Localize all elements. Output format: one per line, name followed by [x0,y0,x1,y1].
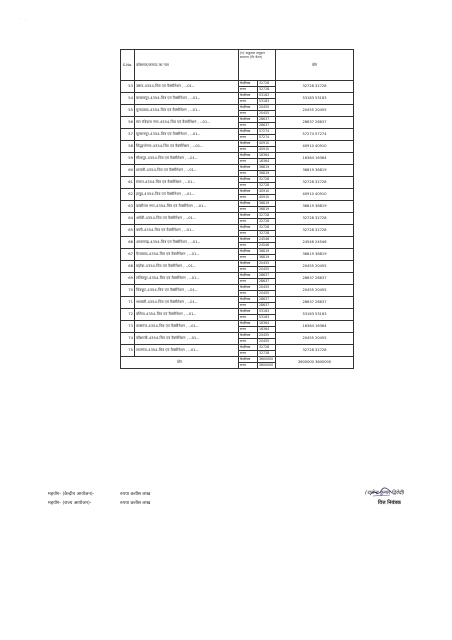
footer-central-label: महयोग- (केन्द्रीय आयोजन)- [48,492,95,497]
row-state-amount: 32728 [258,219,276,225]
row-state-label: राज्य [239,291,258,297]
row-central-amount: 32728 [258,345,276,351]
row-sn: 59 [121,153,135,165]
row-sn: 58 [121,141,135,153]
row-office: श्रावस्ती-4354-चित्र एवं वैक्सीनेशन , --01-- [135,297,239,309]
table-row [121,201,354,207]
row-total: 20455 20455 [276,333,354,345]
header-total: योग [276,50,354,81]
row-central-amount: 28637 [258,117,276,123]
row-total: 32728 32728 [276,213,354,225]
signatory-name: (राजेन्द्र कुमार द्विवेदी) [365,490,405,496]
total-row [121,357,354,363]
row-office: कांशीराम नगर-4354-चित्र एवं वैक्सीनेशन , --01-- [135,201,239,213]
row-state-label: राज्य [239,255,258,261]
row-central-label: केन्द्रीयक [239,321,258,327]
header-grant: (ग) अकुशल अनुदान सामान्य (गैर वेतन) [239,50,276,81]
row-central-label: केन्द्रीयक [239,273,258,279]
row-central-amount: 53183 [258,93,276,99]
table-row [121,333,354,339]
row-central-label: केन्द्रीयक [239,285,258,291]
row-total: 20455 20455 [276,261,354,273]
row-sn: 56 [121,117,135,129]
row-state-label: राज्य [239,111,258,117]
row-central-label: केन्द्रीयक [239,297,258,303]
row-central-label: केन्द्रीयक [239,261,258,267]
table-row [121,81,354,87]
row-state-label: राज्य [239,123,258,129]
row-total: 36819 36819 [276,249,354,261]
row-state-amount: 32728 [258,231,276,237]
row-state-amount: 36819 [258,171,276,177]
row-total: 20455 20455 [276,105,354,117]
row-office: शामली-4354-चित्र एवं वैक्सीनेशन , --01-- [135,165,239,177]
row-central-amount: 16364 [258,153,276,159]
row-sn: 68 [121,261,135,273]
row-total: 57274 57274 [276,129,354,141]
table-row [121,93,354,99]
row-sn: 74 [121,333,135,345]
row-total: 32728 32728 [276,177,354,189]
row-state-label: राज्य [239,327,258,333]
row-sn: 72 [121,309,135,321]
row-office: फैजाबाद-4354-चित्र एवं वैक्सीनेशन , --01-- [135,249,239,261]
table-row [121,261,354,267]
row-state-label: राज्य [239,243,258,249]
row-office: कासगंज-4354-चित्र एवं वैक्सीनेशन , --01-- [135,321,239,333]
row-state-label: राज्य [239,339,258,345]
row-office: हापुड़-4354-चित्र एवं वैक्सीनेशन , --01-- [135,189,239,201]
row-central-label: केन्द्रीयक [239,153,258,159]
row-sn: 66 [121,237,135,249]
row-central-amount: 40910 [258,189,276,195]
row-office: ललितपुर-4354-चित्र एवं वैक्सीनेशन , --01-- [135,273,239,285]
row-sn: 65 [121,225,135,237]
row-central-amount: 57274 [258,129,276,135]
row-central-amount: 32728 [258,81,276,87]
total-state-amount: 3600000 [258,363,276,369]
row-central-amount: 32728 [258,225,276,231]
allocation-table [120,49,354,369]
row-state-amount: 32728 [258,87,276,93]
row-state-amount: 40910 [258,195,276,201]
row-total: 28637 28637 [276,297,354,309]
row-total: 16364 16364 [276,153,354,165]
row-state-amount: 20455 [258,291,276,297]
total-state-label: राज्य [239,363,258,369]
row-state-amount: 32728 [258,183,276,189]
footer-central-value: रुपया छत्तीस लाख [120,492,151,497]
row-office: महोबा-4354-चित्र एवं वैक्सीनेशन , --01-- [135,261,239,273]
row-total: 36819 36819 [276,165,354,177]
row-sn: 55 [121,105,135,117]
row-central-label: केन्द्रीयक [239,225,258,231]
row-office: कौशाम्बी-4354-चित्र एवं वैक्सीनेशन , --01-- [135,333,239,345]
table-row [121,129,354,135]
row-state-amount: 40910 [258,147,276,153]
row-central-label: केन्द्रीयक [239,93,258,99]
table-row [121,309,354,315]
table-row [121,285,354,291]
row-state-label: राज्य [239,351,258,357]
row-total: 28637 28637 [276,117,354,129]
row-total: 53183 53183 [276,93,354,105]
row-state-label: राज्य [239,183,258,189]
row-state-label: राज्य [239,231,258,237]
row-central-label: केन्द्रीयक [239,309,258,315]
row-office: मुरादाबाद-4354-चित्र एवं वैक्सीनेशन , --01-- [135,105,239,117]
row-central-label: केन्द्रीयक [239,129,258,135]
row-state-label: राज्य [239,159,258,165]
table-row [121,153,354,159]
table-row [121,345,354,351]
table-row [121,177,354,183]
row-state-amount: 20455 [258,111,276,117]
table-row [121,225,354,231]
row-central-amount: 20455 [258,261,276,267]
row-total: 20455 20455 [276,285,354,297]
row-office: लालगंज-4354-चित्र एवं वैक्सीनेशन , --01-- [135,345,239,357]
row-central-label: केन्द्रीयक [239,213,258,219]
table-row [121,321,354,327]
row-office: बस्ती-4354-चित्र एवं वैक्सीनेशन , --01-- [135,225,239,237]
row-central-label: केन्द्रीयक [239,165,258,171]
row-sn: 70 [121,285,135,297]
row-total: 32728 32728 [276,81,354,93]
row-central-label: केन्द्रीयक [239,105,258,111]
table-row [121,117,354,123]
total-central-label: केन्द्रीयक [239,357,258,363]
row-sn: 69 [121,273,135,285]
row-sn: 73 [121,321,135,333]
row-state-amount: 53183 [258,99,276,105]
table-row [121,141,354,147]
row-state-amount: 28637 [258,123,276,129]
row-sn: 67 [121,249,135,261]
row-central-amount: 32728 [258,177,276,183]
row-central-amount: 36819 [258,165,276,171]
row-office: बलिया-4354-चित्र एवं वैक्सीनेशन , --01-- [135,309,239,321]
row-office: सीतापुर-4354-चित्र एवं वैक्सीनेशन , --01-- [135,153,239,165]
row-office: सुल्तानपुर-4354-चित्र एवं वैक्सीनेशन , --01-- [135,129,239,141]
row-central-amount: 24546 [258,237,276,243]
row-central-amount: 36819 [258,201,276,207]
row-central-amount: 32728 [258,213,276,219]
row-total: 40910 40910 [276,189,354,201]
row-central-label: केन्द्रीयक [239,189,258,195]
row-central-amount: 53163 [258,309,276,315]
row-state-amount: 32728 [258,351,276,357]
total-label: योग [121,357,239,369]
row-sn: 63 [121,201,135,213]
table-row [121,189,354,195]
row-central-label: केन्द्रीयक [239,201,258,207]
row-sn: 57 [121,129,135,141]
row-central-amount: 20455 [258,285,276,291]
row-state-label: राज्य [239,207,258,213]
row-state-amount: 36819 [258,255,276,261]
table-row [121,105,354,111]
row-state-amount: 20455 [258,339,276,345]
row-office: चित्रकूट-4354-चित्र एवं वैक्सीनेशन , --01-- [135,285,239,297]
header-office: कोषागार/जनपद का नाम [135,50,239,81]
row-state-amount: 20455 [258,267,276,273]
row-state-label: राज्य [239,87,258,93]
row-state-amount: 24546 [258,243,276,249]
row-central-amount: 40910 [258,141,276,147]
row-sn: 54 [121,93,135,105]
row-central-amount: 28637 [258,297,276,303]
row-total: 53163 53163 [276,309,354,321]
row-state-label: राज्य [239,219,258,225]
row-state-label: राज्य [239,147,258,153]
row-central-amount: 28637 [258,273,276,279]
row-office: आजमगढ़-4354-चित्र एवं वैक्सीनेशन , --01-- [135,237,239,249]
row-central-amount: 20455 [258,333,276,339]
signatory-designation: वित्त नियंत्रक [378,500,401,506]
table-row [121,165,354,171]
table-row [121,249,354,255]
row-sn: 64 [121,213,135,225]
row-total: 16364 16364 [276,321,354,333]
header-sn: S.No. [121,50,135,81]
row-state-amount: 36819 [258,207,276,213]
row-state-label: राज्य [239,279,258,285]
row-state-label: राज्य [239,195,258,201]
row-state-amount: 53163 [258,315,276,321]
total-central-amount: 3600000 [258,357,276,363]
row-central-label: केन्द्रीयक [239,249,258,255]
row-central-label: केन्द्रीयक [239,333,258,339]
row-state-label: राज्य [239,315,258,321]
row-total: 28637 28637 [276,273,354,285]
row-central-amount: 20455 [258,105,276,111]
corner-mark: · . [20,16,28,22]
footer-state-value: रुपया छत्तीस लाख [120,501,151,506]
row-state-label: राज्य [239,171,258,177]
table-header-row [121,50,354,81]
row-total: 36819 36819 [276,201,354,213]
row-state-label: राज्य [239,135,258,141]
row-state-label: राज्य [239,267,258,273]
row-state-amount: 57274 [258,135,276,141]
row-total: 32728 32728 [276,225,354,237]
row-sn: 60 [121,165,135,177]
table-row [121,297,354,303]
row-sn: 75 [121,345,135,357]
row-office: संभल-4354-चित्र एवं वैक्सीनेशन , --01-- [135,177,239,189]
row-state-label: राज्य [239,99,258,105]
row-state-label: राज्य [239,303,258,309]
table-body [121,81,354,369]
row-total: 40910 40910 [276,141,354,153]
row-central-amount: 36819 [258,249,276,255]
row-central-label: केन्द्रीयक [239,81,258,87]
row-sn: 61 [121,177,135,189]
row-state-amount: 28637 [258,279,276,285]
row-office: सिद्धार्थनगर-4354-चित्र एवं वैक्सीनेशन , --01-- [135,141,239,153]
row-sn: 53 [121,81,135,93]
row-total: 32728 32728 [276,345,354,357]
row-state-amount: 28637 [258,303,276,309]
row-central-label: केन्द्रीयक [239,141,258,147]
row-total: 24546 24546 [276,237,354,249]
row-sn: 62 [121,189,135,201]
row-state-amount: 16364 [258,327,276,333]
row-state-amount: 16364 [258,159,276,165]
row-sn: 71 [121,297,135,309]
footer-state-label: महयोग- (राज्य आयोजन)- [48,501,92,506]
row-central-label: केन्द्रीयक [239,345,258,351]
row-central-amount: 16364 [258,321,276,327]
table-row [121,213,354,219]
table-row [121,273,354,279]
total-value: 3600000 3600000 [276,357,354,369]
row-central-label: केन्द्रीयक [239,177,258,183]
row-office: संत रविदास नगर-4354-चित्र एवं वैक्सीनेशन , --01-- [135,117,239,129]
row-central-label: केन्द्रीयक [239,237,258,243]
row-office: उन्नाव-4354-चित्र एवं वैक्सीनेशन , --01-- [135,81,239,93]
row-office: बलरामपुर-4354-चित्र एवं वैक्सीनेशन , --01-- [135,93,239,105]
row-office: अमेठी-4354-चित्र एवं वैक्सीनेशन , --01-- [135,213,239,225]
row-central-label: केन्द्रीयक [239,117,258,123]
table-row [121,237,354,243]
